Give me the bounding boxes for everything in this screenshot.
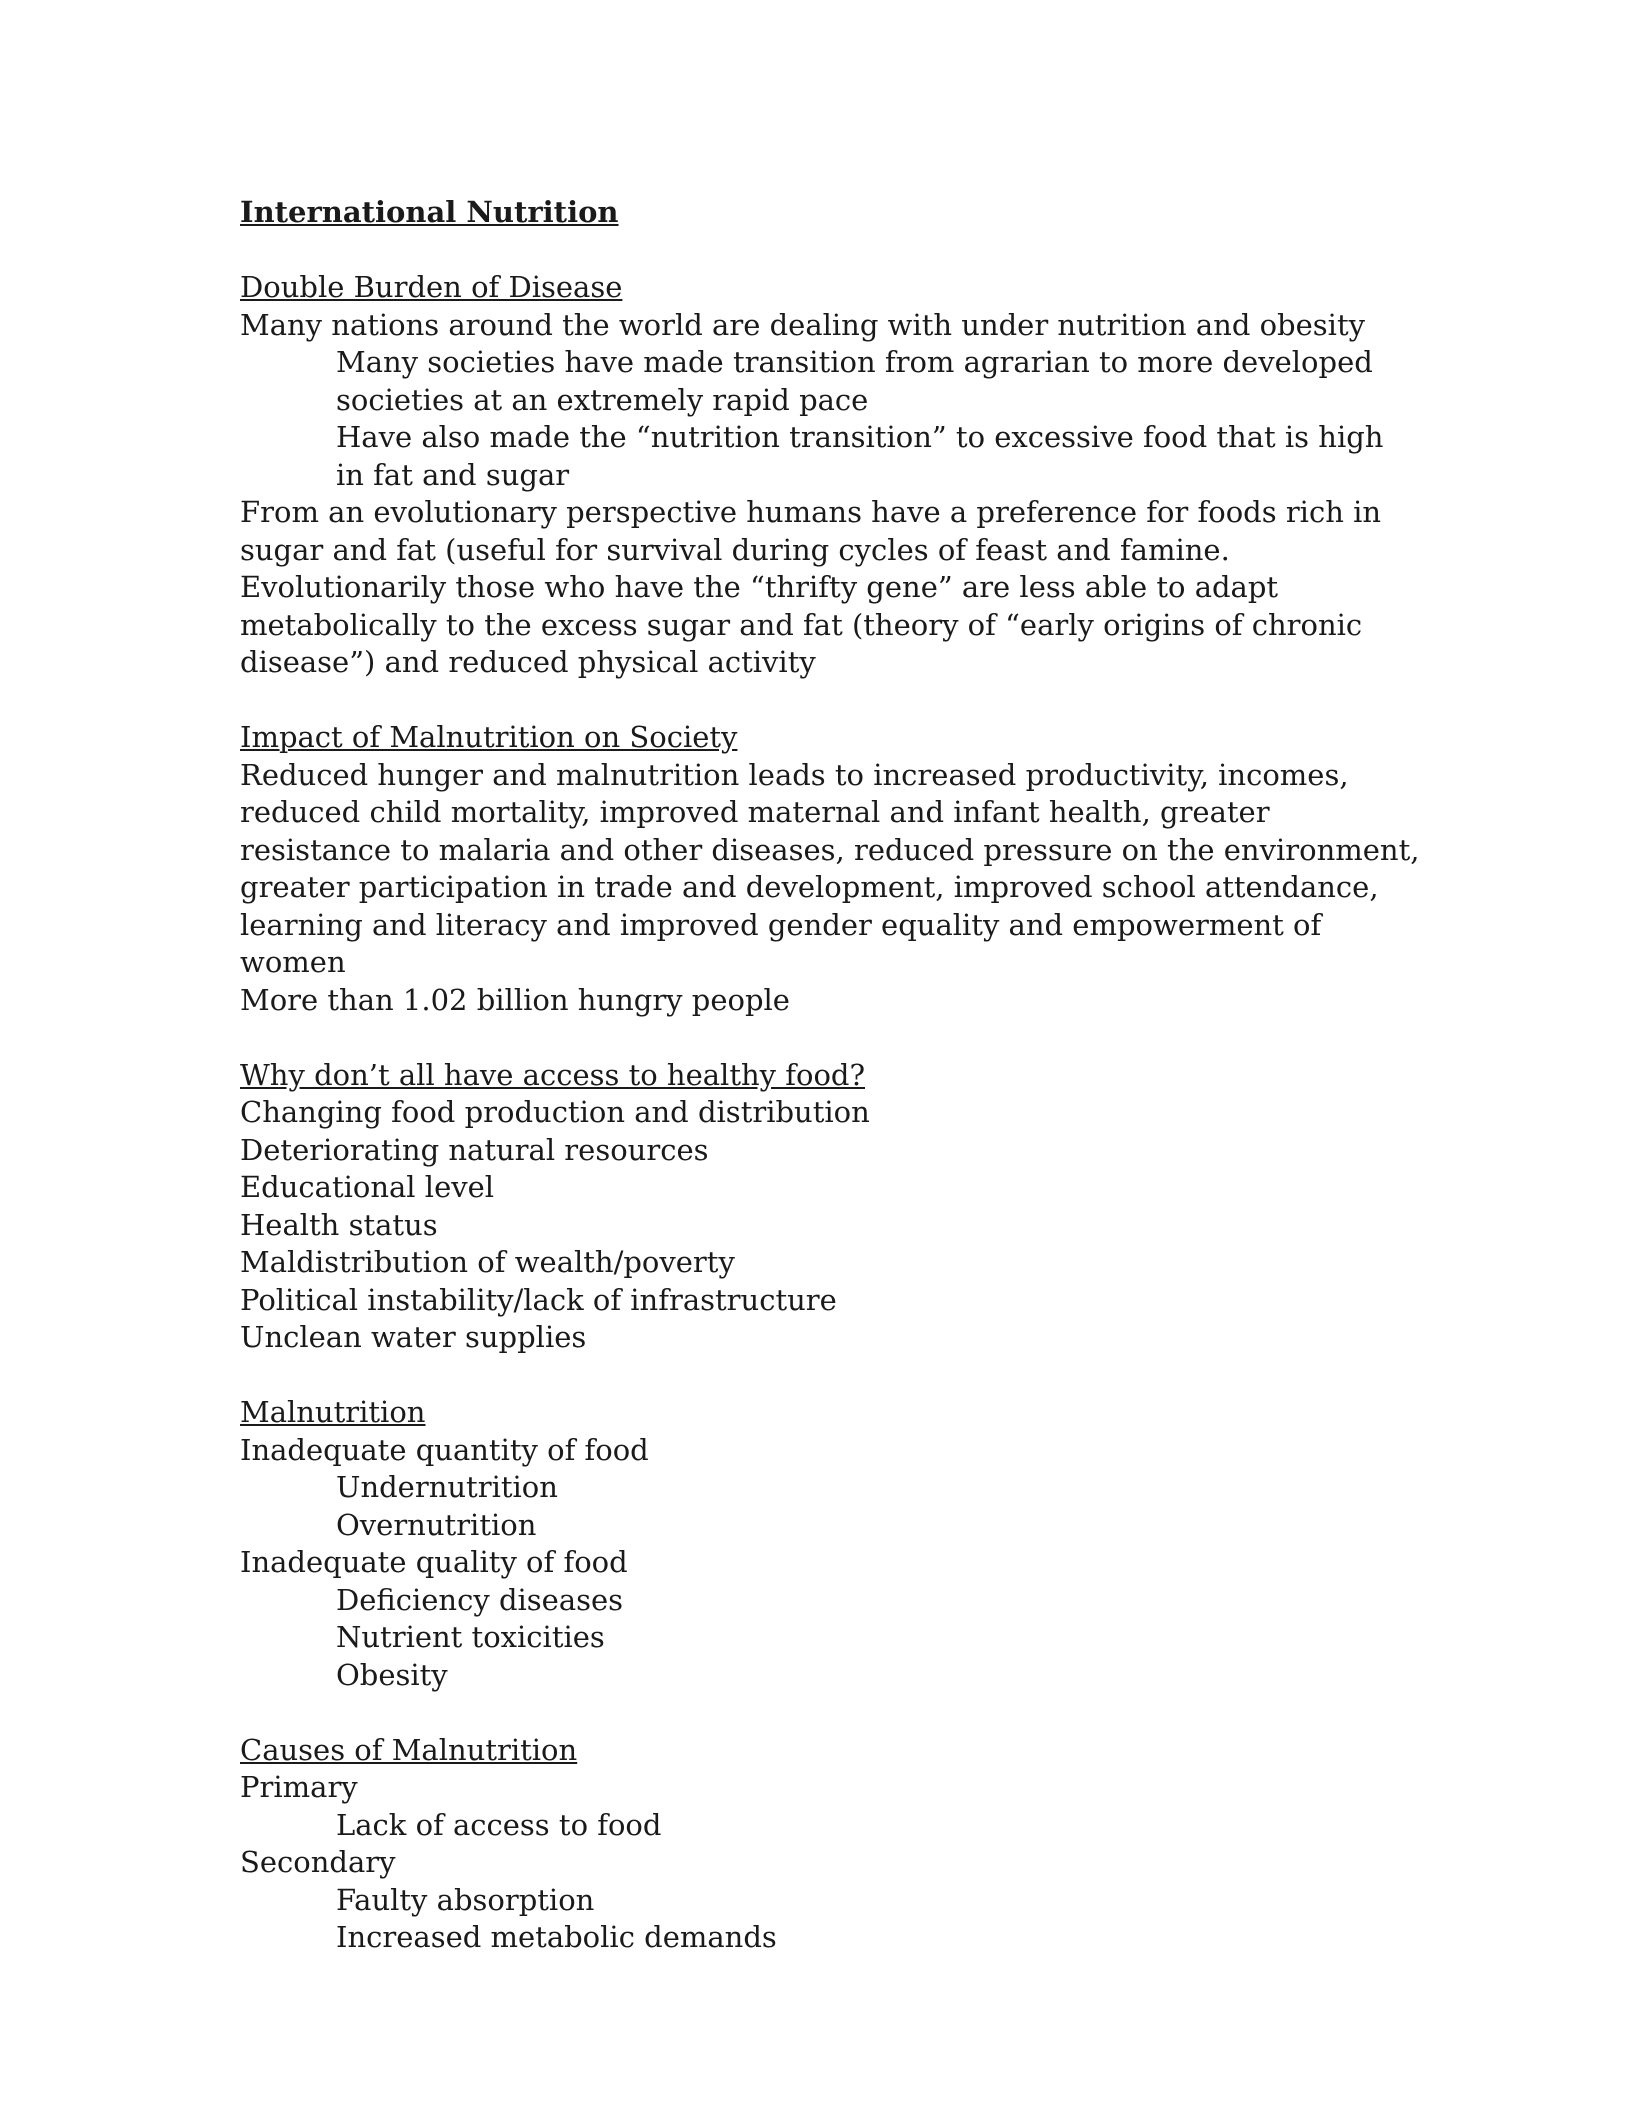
text-line: Deteriorating natural resources — [240, 1132, 709, 1167]
section-heading: Impact of Malnutrition on Society — [240, 720, 738, 754]
indented-line: Many societies have made transition from agrarian to more developed societies at an extremely rapid pace — [336, 345, 1373, 417]
section — [240, 1057, 1420, 1357]
text-line: Political instability/lack of infrastructure — [240, 1282, 837, 1317]
text-line: From an evolutionary perspective humans have a preference for foods rich in sugar and fat (useful for survival during cycles of feast and famine. — [240, 495, 1382, 567]
text-line: Changing food production and distribution — [240, 1095, 870, 1129]
text-line: Educational level — [240, 1170, 495, 1204]
document-page — [240, 194, 1420, 1994]
section — [240, 269, 1420, 682]
sections-container — [240, 269, 1420, 1957]
section-heading: Why don’t all have access to healthy food? — [240, 1057, 866, 1092]
section-heading: Malnutrition — [240, 1395, 426, 1429]
text-line: Many nations around the world are dealing with under nutrition and obesity — [240, 307, 1365, 342]
section — [240, 1732, 1420, 1957]
text-line: Reduced hunger and malnutrition leads to increased productivity, incomes, reduced child mortality, improved maternal and infant health, greater resistance to malaria and other diseases, reduced pressure on the environment, greater participation in trade and development, improved school attendance, learning and literacy and improved gender equality and empowerment of women — [240, 757, 1420, 979]
indented-line: Lack of access to food — [336, 1807, 662, 1842]
indented-line: Increased metabolic demands — [336, 1920, 777, 1954]
indented-line: Undernutrition — [336, 1470, 558, 1504]
indented-line: Faulty absorption — [336, 1882, 595, 1917]
indented-line: Nutrient toxicities — [336, 1620, 605, 1654]
text-line: Unclean water supplies — [240, 1320, 587, 1354]
section-heading: Causes of Malnutrition — [240, 1732, 578, 1767]
text-line: Maldistribution of wealth/poverty — [240, 1245, 735, 1279]
section — [240, 719, 1420, 1019]
indented-line: Overnutrition — [336, 1507, 537, 1542]
section-heading: Double Burden of Disease — [240, 270, 623, 304]
text-line: Inadequate quantity of food — [240, 1432, 649, 1467]
indented-line: Have also made the “nutrition transition” to excessive food that is high in fat and sugar — [336, 420, 1384, 492]
section — [240, 1394, 1420, 1694]
text-line: Secondary — [240, 1845, 396, 1879]
text-line: More than 1.02 billion hungry people — [240, 982, 790, 1017]
text-line: Inadequate quality of food — [240, 1545, 628, 1579]
text-line: Primary — [240, 1770, 358, 1804]
indented-line: Deficiency diseases — [336, 1582, 624, 1617]
text-line: Health status — [240, 1207, 438, 1242]
indented-line: Obesity — [336, 1657, 448, 1692]
document-title: International Nutrition — [240, 195, 619, 229]
text-line: Evolutionarily those who have the “thrifty gene” are less able to adapt metabolically to the excess sugar and fat (theory of “early origins of chronic disease”) and reduced physical activity — [240, 570, 1363, 679]
